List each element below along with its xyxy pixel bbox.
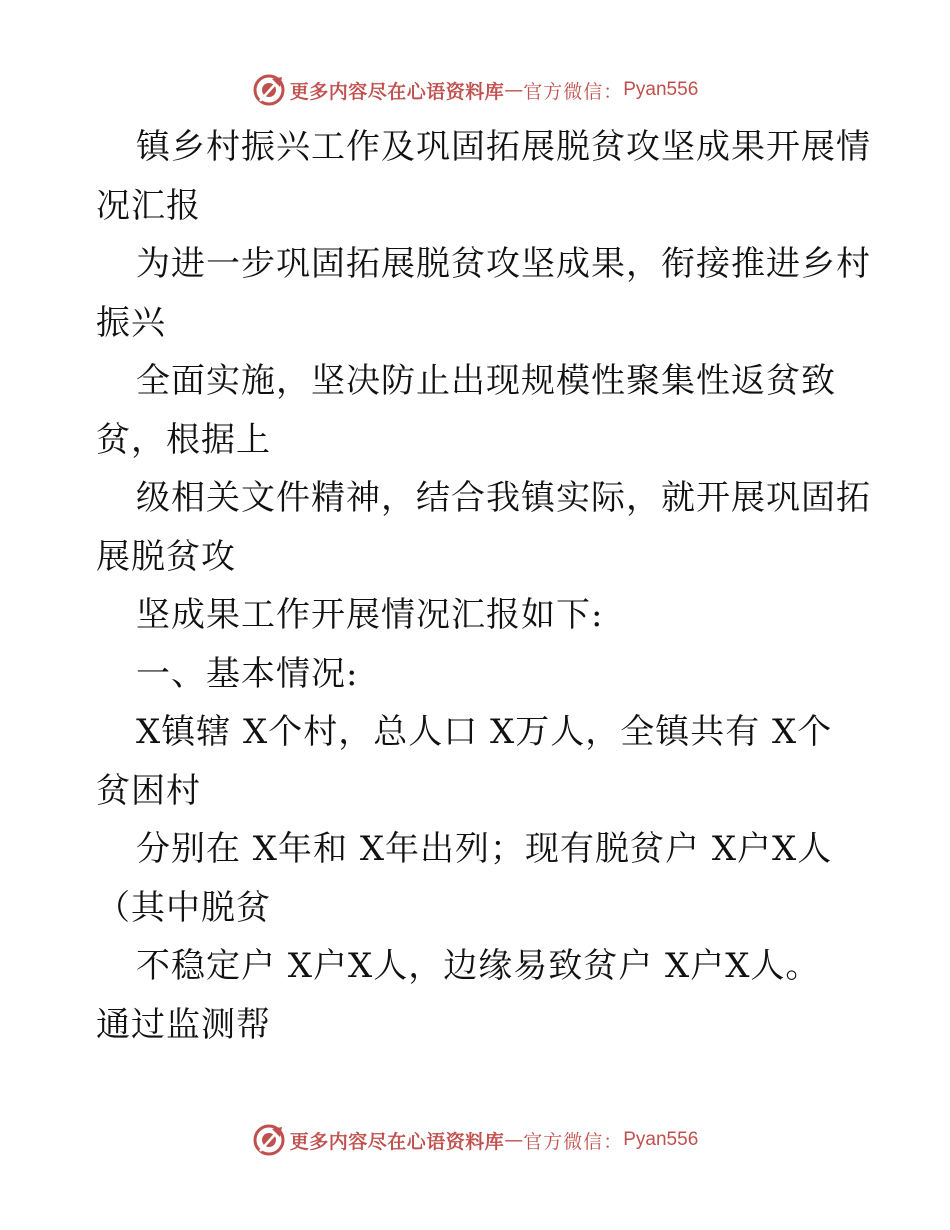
watermark-dash: —	[504, 79, 524, 101]
pen-seal-logo-icon	[252, 1123, 286, 1157]
paragraph-line: 不稳定户 X户X人，边缘易致贫户 X户X人。	[136, 946, 821, 986]
paragraph-line: 通过监测帮	[96, 1004, 271, 1045]
watermark-main-text: 更多内容尽在心语资料库	[289, 80, 505, 103]
paragraph-line: 坚成果工作开展情况汇报如下:	[136, 595, 604, 635]
watermark-wechat-label: 官方微信：	[523, 1130, 624, 1153]
document-body	[96, 118, 871, 1054]
watermark-wechat-id: Pyan556	[623, 79, 699, 100]
header-watermark	[0, 70, 950, 110]
paragraph-line: 全面实施，坚决防止出现规模性聚集性返贫致	[136, 361, 836, 401]
footer-watermark	[0, 1120, 950, 1160]
watermark-wechat-label: 官方微信：	[523, 80, 624, 103]
paragraph-line: 贫困村	[96, 770, 201, 811]
pen-seal-logo-icon	[252, 73, 286, 107]
paragraph-line: 级相关文件精神，结合我镇实际，就开展巩固拓	[136, 478, 871, 518]
paragraph-line: X镇辖 X个村，总人口 X万人，全镇共有 X个	[136, 712, 833, 752]
paragraph-line: 为进一步巩固拓展脱贫攻坚成果，衔接推进乡村	[136, 244, 871, 284]
paragraph-line: 振兴	[96, 302, 166, 343]
watermark-wechat-id: Pyan556	[623, 1129, 699, 1150]
paragraph-line: 贫，根据上	[96, 419, 271, 460]
paragraph-line: 分别在 X年和 X年出列；现有脱贫户 X户X人	[136, 829, 833, 869]
title-line-2: 况汇报	[96, 185, 201, 226]
section-heading: 一、基本情况:	[136, 653, 359, 694]
watermark-main-text: 更多内容尽在心语资料库	[289, 1130, 505, 1153]
paragraph-line: 展脱贫攻	[96, 536, 236, 577]
watermark-dash: —	[504, 1129, 524, 1151]
paragraph-line: （其中脱贫	[96, 887, 271, 928]
title-line-1: 镇乡村振兴工作及巩固拓展脱贫攻坚成果开展情	[136, 127, 871, 167]
